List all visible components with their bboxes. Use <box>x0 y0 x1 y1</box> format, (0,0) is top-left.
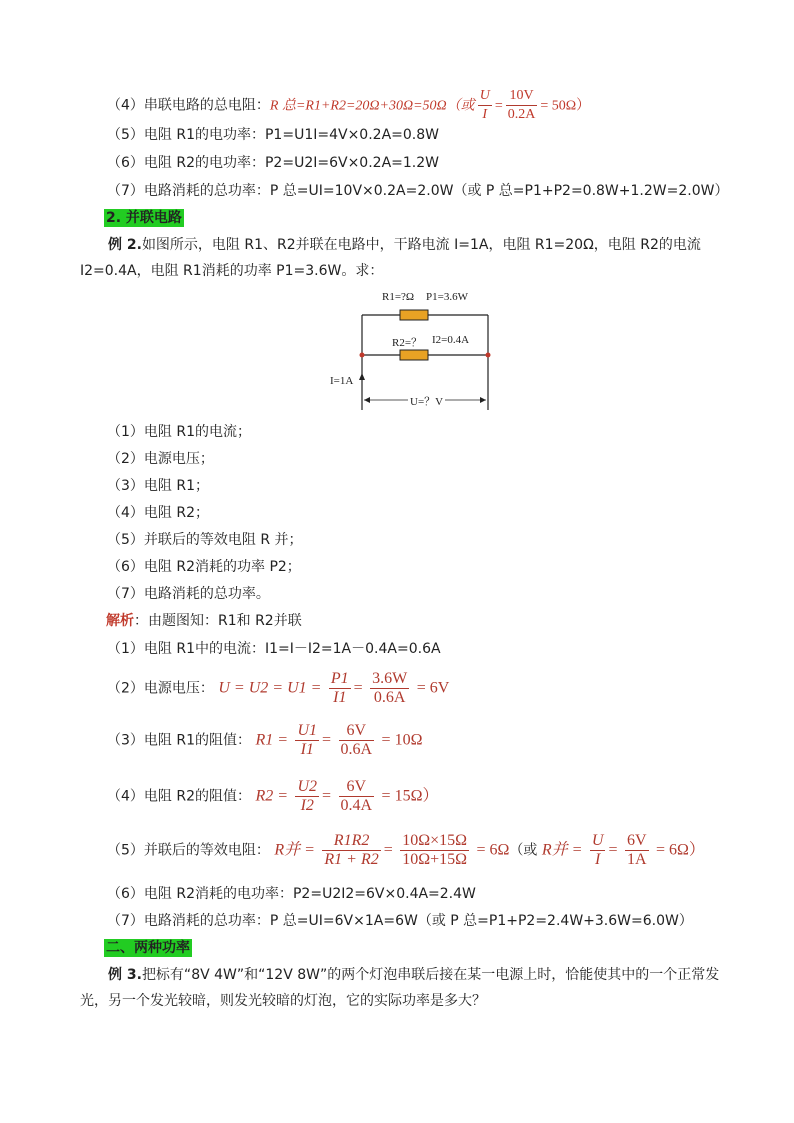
eq-lhs: U = U2 = U1 = <box>218 679 322 697</box>
analysis-label: 解析 <box>106 613 134 629</box>
solution-5: （5）并联后的等效电阻： R并 = $\frac{R1R2}{R1 + R2}$ = $\frac{10\Omega\times 15\Omega}{10\Omega+15\Omega}$ = 6Ω（或 R并 = $\frac{U}{I}$ = $\frac{6V}{1A}$ = 6Ω） <box>107 832 705 868</box>
frac-den: I1 <box>300 741 314 758</box>
frac-den: 0.6A <box>373 689 406 706</box>
fraction <box>370 670 409 707</box>
step-label: （2）电源电压： <box>107 680 214 697</box>
frac-num: 3.6W <box>372 670 408 687</box>
fraction <box>329 670 351 707</box>
i2-label: I2=0.4A <box>432 334 470 346</box>
series-step-4: （4）串联电路的总电阻：R 总=R1+R2=20Ω+30Ω=50Ω（或 $\frac{U}{I}$ = $\frac{10V}{0.2A}$ = 50Ω） <box>107 88 591 122</box>
question-6: （6）电阻 R2消耗的功率 P2； <box>107 559 301 575</box>
resistor-r2 <box>400 350 428 360</box>
frac-den: 0.4A <box>340 797 373 814</box>
example-label: 例 3. <box>108 967 142 983</box>
r1-label: R1=?Ω <box>382 291 415 303</box>
step-label: （3）电阻 R1的阻值： <box>107 732 251 749</box>
frac-num: U1 <box>297 722 318 739</box>
question-3: （3）电阻 R1； <box>107 478 209 494</box>
fraction <box>506 87 538 124</box>
frac-num: 10V <box>506 87 538 106</box>
question-7: （7）电路消耗的总功率。 <box>107 586 270 602</box>
fraction <box>478 87 492 124</box>
question-2: （2）电源电压； <box>107 451 214 467</box>
step-label: （5）并联后的等效电阻： <box>107 842 270 859</box>
junction-dot <box>486 353 491 358</box>
frac-den: I <box>595 851 601 868</box>
eq-lhs: R1 = <box>255 731 289 749</box>
frac-den: 0.2A <box>507 107 536 122</box>
fraction <box>339 778 375 815</box>
series-step-7: （7）电路消耗的总功率：P 总=UI=10V×0.2A=2.0W（或 P 总=P1+P2=0.8W+1.2W=2.0W） <box>107 183 729 199</box>
frac-den: 10Ω+15Ω <box>402 851 468 868</box>
solution-1: （1）电阻 R1中的电流：I1=I－I2=1A－0.4A=0.6A <box>107 641 441 657</box>
example-text: 把标有“8V 4W”和“12V 8W”的两个灯泡串联后接在某一电源上时，恰能使其中的一个正常发光，另一个发光较暗，则发光较暗的灯泡，它的实际功率是多大？ <box>80 967 720 1009</box>
frac-den: 0.6A <box>340 741 373 758</box>
step-label: （4）串联电路的总电阻： <box>107 97 270 114</box>
analysis-intro-text: ：由题图知：R1和 R2并联 <box>134 613 302 629</box>
fraction <box>590 832 606 869</box>
example-label: 例 2. <box>108 237 142 253</box>
r2-label: R2=？ <box>392 337 423 349</box>
frac-num: U <box>478 87 492 106</box>
solution-6: （6）电阻 R2消耗的电功率：P2=U2I2=6V×0.4A=2.4W <box>107 886 476 902</box>
eq-result: = 6Ω <box>476 841 510 859</box>
example-3 <box>80 962 720 1014</box>
question-4: （4）电阻 R2； <box>107 505 209 521</box>
fraction <box>625 832 649 869</box>
current-arrow-icon <box>359 373 365 380</box>
frac-num: U <box>591 832 604 849</box>
frac-den: 1A <box>626 851 647 868</box>
circuit-diagram <box>320 285 510 413</box>
fraction <box>295 722 319 759</box>
section-heading-two-power: 二、两种功率 <box>106 940 190 956</box>
frac-den: I <box>482 107 488 122</box>
solution-3: （3）电阻 R1的阻值： R1 = $\frac{U1}{I1}$ = $\frac{6V}{0.6A}$ = 10Ω <box>107 722 423 758</box>
step-formula: R 总=R1+R2=20Ω+30Ω=50Ω（或 <box>269 98 475 114</box>
eq-lhs: R2 = <box>255 787 289 805</box>
solution-2: （2）电源电压： U = U2 = U1 = $\frac{P1}{I1}$ = $\frac{3.6W}{0.6A}$ = 6V <box>107 670 450 706</box>
solution-4: （4）电阻 R2的阻值： R2 = $\frac{U2}{I2}$ = $\frac{6V}{0.4A}$ = 15Ω） <box>107 778 439 814</box>
eq-result: = 6Ω） <box>655 841 705 859</box>
analysis-intro <box>106 612 302 630</box>
frac-num: R1R2 <box>322 832 380 851</box>
fraction <box>400 832 469 869</box>
frac-den: R1 + R2 <box>324 851 379 868</box>
series-step-6: （6）电阻 R2的电功率：P2=U2I=6V×0.2A=1.2W <box>107 155 439 171</box>
fraction <box>322 832 380 869</box>
example-2 <box>80 232 720 284</box>
example-text: 如图所示，电阻 R1、R2并联在电路中，干路电流 I=1A，电阻 R1=20Ω，电阻 R2的电流 I2=0.4A，电阻 R1消耗的功率 P1=3.6W。求： <box>80 237 701 279</box>
junction-dot <box>360 353 365 358</box>
frac-num: 6V <box>626 832 647 849</box>
series-step-5: （5）电阻 R1的电功率：P1=U1I=4V×0.2A=0.8W <box>107 127 439 143</box>
question-1: （1）电阻 R1的电流； <box>107 424 251 440</box>
eq-result: = 6V <box>416 679 450 697</box>
frac-num: 6V <box>339 778 375 797</box>
fraction <box>339 722 375 759</box>
p1-label: P1=3.6W <box>426 291 468 303</box>
question-5: （5）并联后的等效电阻 R 并； <box>107 532 303 548</box>
alt-prefix: （或 <box>509 842 538 859</box>
step-label: （4）电阻 R2的阻值： <box>107 788 251 805</box>
frac-num: P1 <box>330 670 349 687</box>
frac-num: 10Ω×15Ω <box>402 832 468 849</box>
u-label: U=？V <box>408 393 445 409</box>
frac-num: 6V <box>339 722 375 741</box>
resistor-r1 <box>400 310 428 320</box>
eq-lhs: R并 = <box>274 841 315 859</box>
frac-den: I2 <box>300 797 314 814</box>
i-label: I=1A <box>330 375 354 387</box>
section-heading-parallel: 2. 并联电路 <box>106 210 182 226</box>
frac-num: U2 <box>297 778 318 795</box>
eq-lhs: R并 = <box>541 841 583 859</box>
frac-den: I1 <box>333 689 347 706</box>
eq-result: = 15Ω） <box>381 787 439 805</box>
solution-7: （7）电路消耗的总功率：P 总=UI=6V×1A=6W（或 P 总=P1+P2=2.4W+3.6W=6.0W） <box>107 913 693 929</box>
fraction <box>295 778 319 815</box>
step-result: = 50Ω） <box>540 98 591 114</box>
eq-result: = 10Ω <box>381 731 423 749</box>
